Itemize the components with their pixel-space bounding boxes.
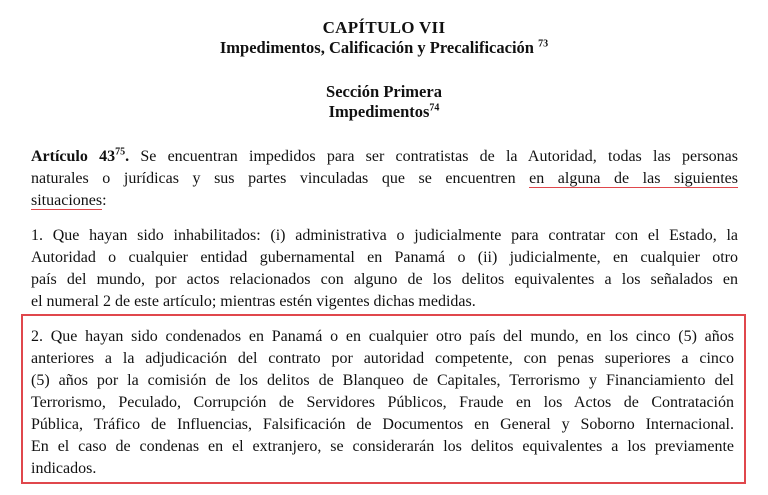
item-2-line: anteriores a la adjudicación del contrato por autoridad competente, con penas superiores a cinco	[31, 350, 734, 367]
item-2-line: En el caso de condenas en el extranjero, se considerarán los delitos equivalentes a los previamente	[31, 438, 734, 455]
section-title: Sección Primera	[326, 82, 442, 101]
item-1-line: Autoridad o cualquier entidad gubernamental en Panamá o (ii) judicialmente, en cualquier otro	[31, 249, 738, 266]
item-2-line: Terrorismo, Peculado, Corrupción de Servidores Públicos, Fraude en los Actos de Contratación	[31, 394, 734, 411]
chapter-subtitle	[0, 38, 768, 58]
chapter-title: CAPÍTULO VII	[322, 18, 446, 37]
article-line-2: naturales o jurídicas y sus partes vinculadas que se encuentren en alguna de las siguientes	[31, 170, 738, 187]
item-1-line: 1. Que hayan sido inhabilitados: (i) administrativa o judicialmente para contratar con el Estado, la	[31, 227, 738, 244]
highlighted-phrase: en alguna de las siguientes	[529, 170, 738, 187]
item-2-line: 2. Que hayan sido condenados en Panamá o en cualquier otro país del mundo, en los cinco (5) años	[31, 328, 734, 345]
section-subtitle-text: Impedimentos	[328, 102, 430, 121]
item-1-paragraph	[31, 225, 738, 313]
article-label: Artículo $43^{75}$.	[31, 146, 130, 165]
item-2-paragraph	[31, 326, 734, 480]
chapter-subtitle-text: Impedimentos, Calificación y Precalificación	[219, 38, 534, 57]
section-subtitle	[0, 102, 768, 122]
article-line-1: Artículo $43^{75}$. Se encuentran impedidos para ser contratistas de la Autoridad, todas las personas	[31, 146, 738, 165]
article-line-3: situaciones:	[31, 192, 107, 209]
item-2-line: Pública, Tráfico de Influencias, Falsificación de Documentos en General y Soborno Internacional.	[31, 416, 734, 433]
footnote-ref-73[interactable]: 73	[538, 38, 549, 50]
item-1-line: el numeral 2 de este artículo; mientras estén vigentes dichas medidas.	[31, 293, 476, 310]
article-paragraph	[31, 146, 738, 212]
footnote-ref-75[interactable]: 75	[115, 146, 126, 158]
item-1-line: país del mundo, por actos relacionados con alguno de los delitos equivalentes a los señalados en	[31, 271, 738, 288]
item-2-line: indicados.	[31, 460, 97, 477]
item-2-line: (5) años por la comisión de los delitos de Blanqueo de Capitales, Terrorismo y Financiamiento del	[31, 372, 734, 389]
footnote-ref-74[interactable]: 74	[429, 102, 440, 114]
highlighted-word: situaciones	[31, 192, 103, 209]
